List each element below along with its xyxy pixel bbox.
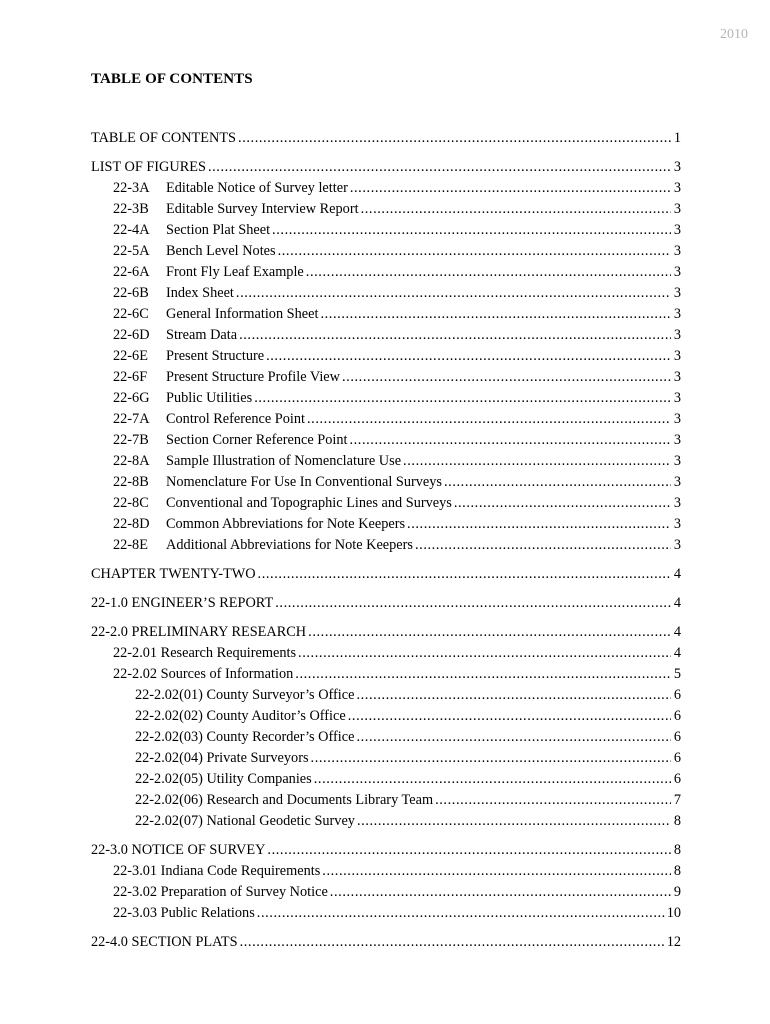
toc-entry-code: 22-6F — [113, 369, 148, 385]
toc-entry[interactable] — [91, 840, 681, 861]
toc-dot-leader — [350, 178, 671, 199]
toc-entry[interactable] — [91, 664, 681, 685]
toc-dot-leader — [240, 932, 665, 953]
toc-dot-leader — [415, 535, 671, 556]
toc-dot-leader — [298, 643, 671, 664]
toc-entry-label: 22-3.0 NOTICE OF SURVEY — [91, 842, 266, 858]
toc-dot-leader — [444, 472, 671, 493]
toc-entry-page-number: 6 — [673, 687, 681, 703]
toc-entry-label: 22-1.0 ENGINEER’S REPORT — [91, 595, 274, 611]
toc-entry[interactable] — [91, 220, 681, 241]
toc-entry[interactable] — [91, 304, 681, 325]
toc-entry[interactable] — [91, 241, 681, 262]
toc-entry[interactable] — [91, 514, 681, 535]
toc-dot-leader — [306, 262, 671, 283]
toc-entry-code: 22-4A — [113, 222, 150, 238]
toc-entry-code: 22-5A — [113, 243, 150, 259]
toc-entry-label: 22-2.02(05) Utility Companies — [135, 771, 312, 787]
toc-entry-label: 22-2.02(02) County Auditor’s Office — [135, 708, 346, 724]
toc-entry-label: 22-2.02(01) County Surveyor’s Office — [135, 687, 355, 703]
toc-entry[interactable] — [91, 811, 681, 832]
toc-entry-page-number: 3 — [673, 474, 681, 490]
toc-entry-code: 22-8C — [113, 495, 149, 511]
toc-dot-leader — [238, 128, 671, 149]
toc-entry-page-number: 10 — [666, 905, 681, 921]
toc-entry[interactable] — [91, 178, 681, 199]
toc-entry[interactable] — [91, 451, 681, 472]
toc-dot-leader — [322, 861, 671, 882]
toc-entry-label: Present Structure — [166, 348, 265, 364]
toc-entry-page-number: 4 — [673, 566, 681, 582]
toc-entry-page-number: 3 — [673, 369, 681, 385]
toc-entry-label: Nomenclature For Use In Conventional Surveys — [166, 474, 442, 490]
toc-entry-code: 22-8D — [113, 516, 150, 532]
toc-entry[interactable] — [91, 535, 681, 556]
toc-entry-page-number: 3 — [673, 222, 681, 238]
toc-entry-page-number: 3 — [673, 201, 681, 217]
toc-dot-leader — [239, 325, 671, 346]
toc-entry-label: 22-2.02(07) National Geodetic Survey — [135, 813, 355, 829]
toc-entry-label: Public Utilities — [166, 390, 253, 406]
toc-entry[interactable] — [91, 790, 681, 811]
toc-entry[interactable] — [91, 128, 681, 149]
toc-entry-label: Section Plat Sheet — [166, 222, 271, 238]
toc-entry-page-number: 3 — [673, 285, 681, 301]
toc-entry-code: 22-7A — [113, 411, 150, 427]
toc-dot-leader — [272, 220, 671, 241]
toc-dot-leader — [278, 241, 671, 262]
toc-dot-leader — [357, 811, 671, 832]
toc-dot-leader — [257, 903, 665, 924]
toc-entry[interactable] — [91, 861, 681, 882]
toc-entry-label: Sample Illustration of Nomenclature Use — [166, 453, 402, 469]
toc-entry[interactable] — [91, 346, 681, 367]
toc-entry-page-number: 3 — [673, 537, 681, 553]
toc-entry-code: 22-8E — [113, 537, 148, 553]
toc-dot-leader — [348, 706, 671, 727]
toc-entry-label: 22-3.01 Indiana Code Requirements — [113, 863, 321, 879]
toc-entry[interactable] — [91, 706, 681, 727]
toc-entry-label: Additional Abbreviations for Note Keepers — [166, 537, 413, 553]
toc-dot-leader — [320, 304, 671, 325]
toc-entry[interactable] — [91, 157, 681, 178]
toc-entry-label: CHAPTER TWENTY-TWO — [91, 566, 256, 582]
toc-entry-code: 22-6B — [113, 285, 149, 301]
toc-entry-label: 22-2.01 Research Requirements — [113, 645, 297, 661]
toc-entry[interactable] — [91, 932, 681, 953]
toc-dot-leader — [258, 564, 671, 585]
toc-entry-page-number: 6 — [673, 708, 681, 724]
toc-entry-page-number: 1 — [673, 130, 681, 146]
toc-entry-code: 22-6A — [113, 264, 150, 280]
toc-entry-label: 22-3.02 Preparation of Survey Notice — [113, 884, 328, 900]
toc-entry-page-number: 3 — [673, 516, 681, 532]
toc-entry[interactable] — [91, 593, 681, 614]
toc-entry-page-number: 3 — [673, 159, 681, 175]
toc-entry[interactable] — [91, 367, 681, 388]
toc-entry-code: 22-8A — [113, 453, 150, 469]
toc-dot-leader — [356, 685, 671, 706]
toc-entry-label: General Information Sheet — [166, 306, 319, 322]
toc-entry-page-number: 3 — [673, 306, 681, 322]
toc-entry-label: Conventional and Topographic Lines and Surveys — [166, 495, 452, 511]
toc-entry[interactable] — [91, 388, 681, 409]
toc-entry[interactable] — [91, 325, 681, 346]
toc-entry[interactable] — [91, 727, 681, 748]
toc-entry-label: Present Structure Profile View — [166, 369, 340, 385]
toc-dot-leader — [361, 199, 671, 220]
toc-entry-page-number: 6 — [673, 729, 681, 745]
toc-entry[interactable] — [91, 882, 681, 903]
toc-entry[interactable] — [91, 903, 681, 924]
toc-entry[interactable] — [91, 199, 681, 220]
toc-dot-leader — [330, 882, 671, 903]
toc-entry-page-number: 5 — [673, 666, 681, 682]
toc-dot-leader — [254, 388, 671, 409]
toc-dot-leader — [266, 346, 671, 367]
toc-dot-leader — [407, 514, 671, 535]
toc-entry-page-number: 3 — [673, 411, 681, 427]
toc-entry[interactable] — [91, 748, 681, 769]
toc-entry-label: Front Fly Leaf Example — [166, 264, 304, 280]
toc-entry-code: 22-8B — [113, 474, 149, 490]
toc-entry-label: 22-2.02(03) County Recorder’s Office — [135, 729, 355, 745]
toc-entry-page-number: 4 — [673, 624, 681, 640]
toc-entry[interactable] — [91, 643, 681, 664]
toc-entry-page-number: 9 — [673, 884, 681, 900]
toc-entry-code: 22-3A — [113, 180, 150, 196]
toc-entry[interactable] — [91, 493, 681, 514]
toc-entry-page-number: 3 — [673, 243, 681, 259]
toc-entry-code: 22-7B — [113, 432, 149, 448]
toc-dot-leader — [314, 769, 671, 790]
toc-entry-code: 22-6E — [113, 348, 148, 364]
toc-dot-leader — [267, 840, 671, 861]
toc-dot-leader — [356, 727, 671, 748]
toc-entry-page-number: 6 — [673, 771, 681, 787]
header-year: 2010 — [720, 27, 748, 42]
toc-entry-page-number: 8 — [673, 863, 681, 879]
toc-dot-leader — [349, 430, 671, 451]
toc-dot-leader — [208, 157, 671, 178]
toc-entry-page-number: 3 — [673, 453, 681, 469]
toc-entry-page-number: 4 — [673, 595, 681, 611]
table-of-contents — [91, 128, 681, 953]
toc-entry-label: Editable Survey Interview Report — [166, 201, 359, 217]
toc-entry-label: Stream Data — [166, 327, 238, 343]
toc-entry[interactable] — [91, 430, 681, 451]
toc-entry[interactable] — [91, 283, 681, 304]
toc-entry[interactable] — [91, 769, 681, 790]
toc-dot-leader — [307, 409, 671, 430]
toc-dot-leader — [308, 622, 671, 643]
toc-entry[interactable] — [91, 622, 681, 643]
toc-entry-page-number: 8 — [673, 813, 681, 829]
toc-entry-page-number: 12 — [666, 934, 681, 950]
toc-entry-page-number: 6 — [673, 750, 681, 766]
toc-entry-label: TABLE OF CONTENTS — [91, 130, 237, 146]
toc-entry-code: 22-3B — [113, 201, 149, 217]
toc-entry-label: LIST OF FIGURES — [91, 159, 206, 175]
toc-entry-label: 22-2.02(04) Private Surveyors — [135, 750, 309, 766]
toc-entry-label: 22-2.02 Sources of Information — [113, 666, 294, 682]
toc-dot-leader — [454, 493, 671, 514]
toc-entry[interactable] — [91, 262, 681, 283]
toc-dot-leader — [311, 748, 671, 769]
toc-dot-leader — [275, 593, 671, 614]
toc-entry-label: 22-4.0 SECTION PLATS — [91, 934, 238, 950]
toc-entry-page-number: 8 — [673, 842, 681, 858]
toc-entry[interactable] — [91, 409, 681, 430]
toc-entry-page-number: 3 — [673, 495, 681, 511]
toc-entry-page-number: 3 — [673, 180, 681, 196]
toc-dot-leader — [435, 790, 671, 811]
toc-entry-label: Control Reference Point — [166, 411, 305, 427]
page-title: TABLE OF CONTENTS — [91, 71, 253, 87]
toc-entry-label: 22-3.03 Public Relations — [113, 905, 255, 921]
toc-dot-leader — [342, 367, 671, 388]
toc-entry[interactable] — [91, 564, 681, 585]
toc-entry-page-number: 3 — [673, 264, 681, 280]
toc-entry-label: Index Sheet — [166, 285, 234, 301]
toc-dot-leader — [403, 451, 671, 472]
toc-entry-label: 22-2.0 PRELIMINARY RESEARCH — [91, 624, 307, 640]
toc-entry[interactable] — [91, 472, 681, 493]
toc-entry-code: 22-6D — [113, 327, 150, 343]
toc-entry-page-number: 7 — [673, 792, 681, 808]
toc-entry-code: 22-6C — [113, 306, 149, 322]
toc-entry-page-number: 3 — [673, 390, 681, 406]
toc-entry-label: Bench Level Notes — [166, 243, 276, 259]
toc-entry[interactable] — [91, 685, 681, 706]
toc-entry-label: Editable Notice of Survey letter — [166, 180, 348, 196]
toc-entry-label: Section Corner Reference Point — [166, 432, 348, 448]
toc-entry-page-number: 3 — [673, 327, 681, 343]
toc-entry-code: 22-6G — [113, 390, 150, 406]
toc-entry-label: Common Abbreviations for Note Keepers — [166, 516, 406, 532]
toc-dot-leader — [295, 664, 671, 685]
toc-entry-label: 22-2.02(06) Research and Documents Library Team — [135, 792, 434, 808]
toc-entry-page-number: 3 — [673, 348, 681, 364]
toc-entry-page-number: 3 — [673, 432, 681, 448]
toc-dot-leader — [236, 283, 671, 304]
toc-entry-page-number: 4 — [673, 645, 681, 661]
